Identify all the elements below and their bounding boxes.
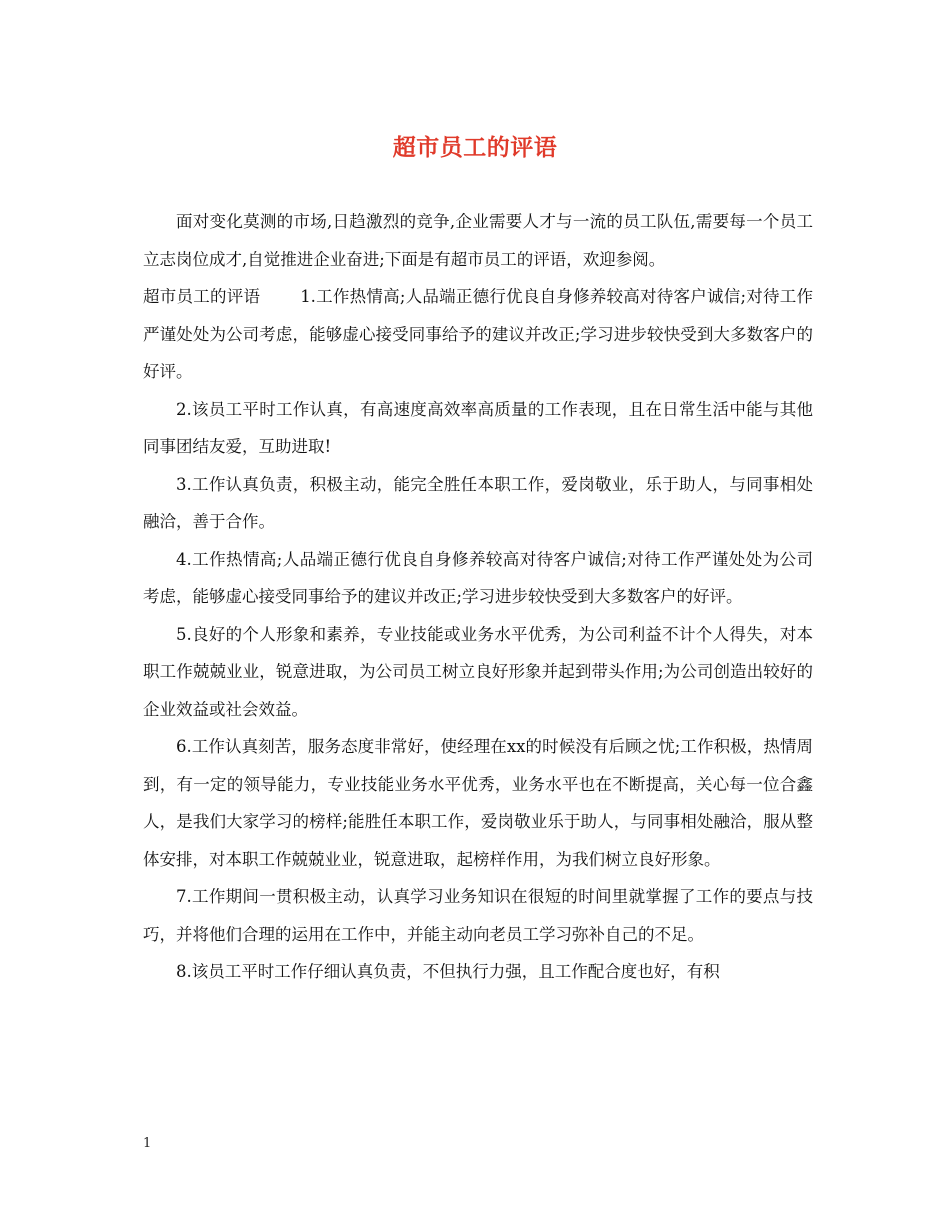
review-item-4: 4.工作热情高;人品端正德行优良自身修养较高对待客户诚信;对待工作严谨处处为公司考虑，能够虚心接受同事给予的建议并改正;学习进步较快受到大多数客户的好评。 <box>143 549 813 606</box>
review-item-3: 3.工作认真负责，积极主动，能完全胜任本职工作，爱岗敬业，乐于助人，与同事相处融洽，善于合作。 <box>143 474 813 531</box>
intro-paragraph: 面对变化莫测的市场,日趋激烈的竞争,企业需要人才与一流的员工队伍,需要每一个员工立志岗位成才,自觉推进企业奋进;下面是有超市员工的评语，欢迎参阅。 <box>143 212 813 269</box>
page-number: 1 <box>143 1136 152 1151</box>
review-item-5: 5.良好的个人形象和素养，专业技能或业务水平优秀，为公司利益不计个人得失，对本职工作兢兢业业，锐意进取，为公司员工树立良好形象并起到带头作用;为公司创造出较好的企业效益或社会效益。 <box>143 624 813 719</box>
section-heading: 超市员工的评语 <box>143 287 261 306</box>
review-item-1: 1.工作热情高;人品端正德行优良自身修养较高对待客户诚信;对待工作严谨处处为公司考虑，能够虚心接受同事给予的建议并改正;学习进步较快受到大多数客户的好评。 <box>143 287 813 381</box>
first-item-paragraph <box>143 278 813 391</box>
review-item-6: 6.工作认真刻苦，服务态度非常好，使经理在xx的时候没有后顾之忧;工作积极，热情周到，有一定的领导能力，专业技能业务水平优秀，业务水平也在不断提高，关心每一位合鑫人，是我们大家学习的榜样;能胜任本职工作，爱岗敬业乐于助人，与同事相处融洽，服从整体安排，对本职工作兢兢业业，锐意进取，起榜样作用，为我们树立良好形象。 <box>143 737 813 869</box>
document-title: 超市员工的评语 <box>392 134 558 161</box>
review-item-8: 8.该员工平时工作仔细认真负责，不但执行力强，且工作配合度也好，有积 <box>176 962 720 981</box>
review-item-2: 2.该员工平时工作认真，有高速度高效率高质量的工作表现，且在日常生活中能与其他同事团结友爱，互助进取! <box>143 399 813 456</box>
review-item-7: 7.工作期间一贯积极主动，认真学习业务知识在很短的时间里就掌握了工作的要点与技巧，并将他们合理的运用在工作中，并能主动向老员工学习弥补自己的不足。 <box>143 887 813 944</box>
document-body <box>143 203 813 991</box>
